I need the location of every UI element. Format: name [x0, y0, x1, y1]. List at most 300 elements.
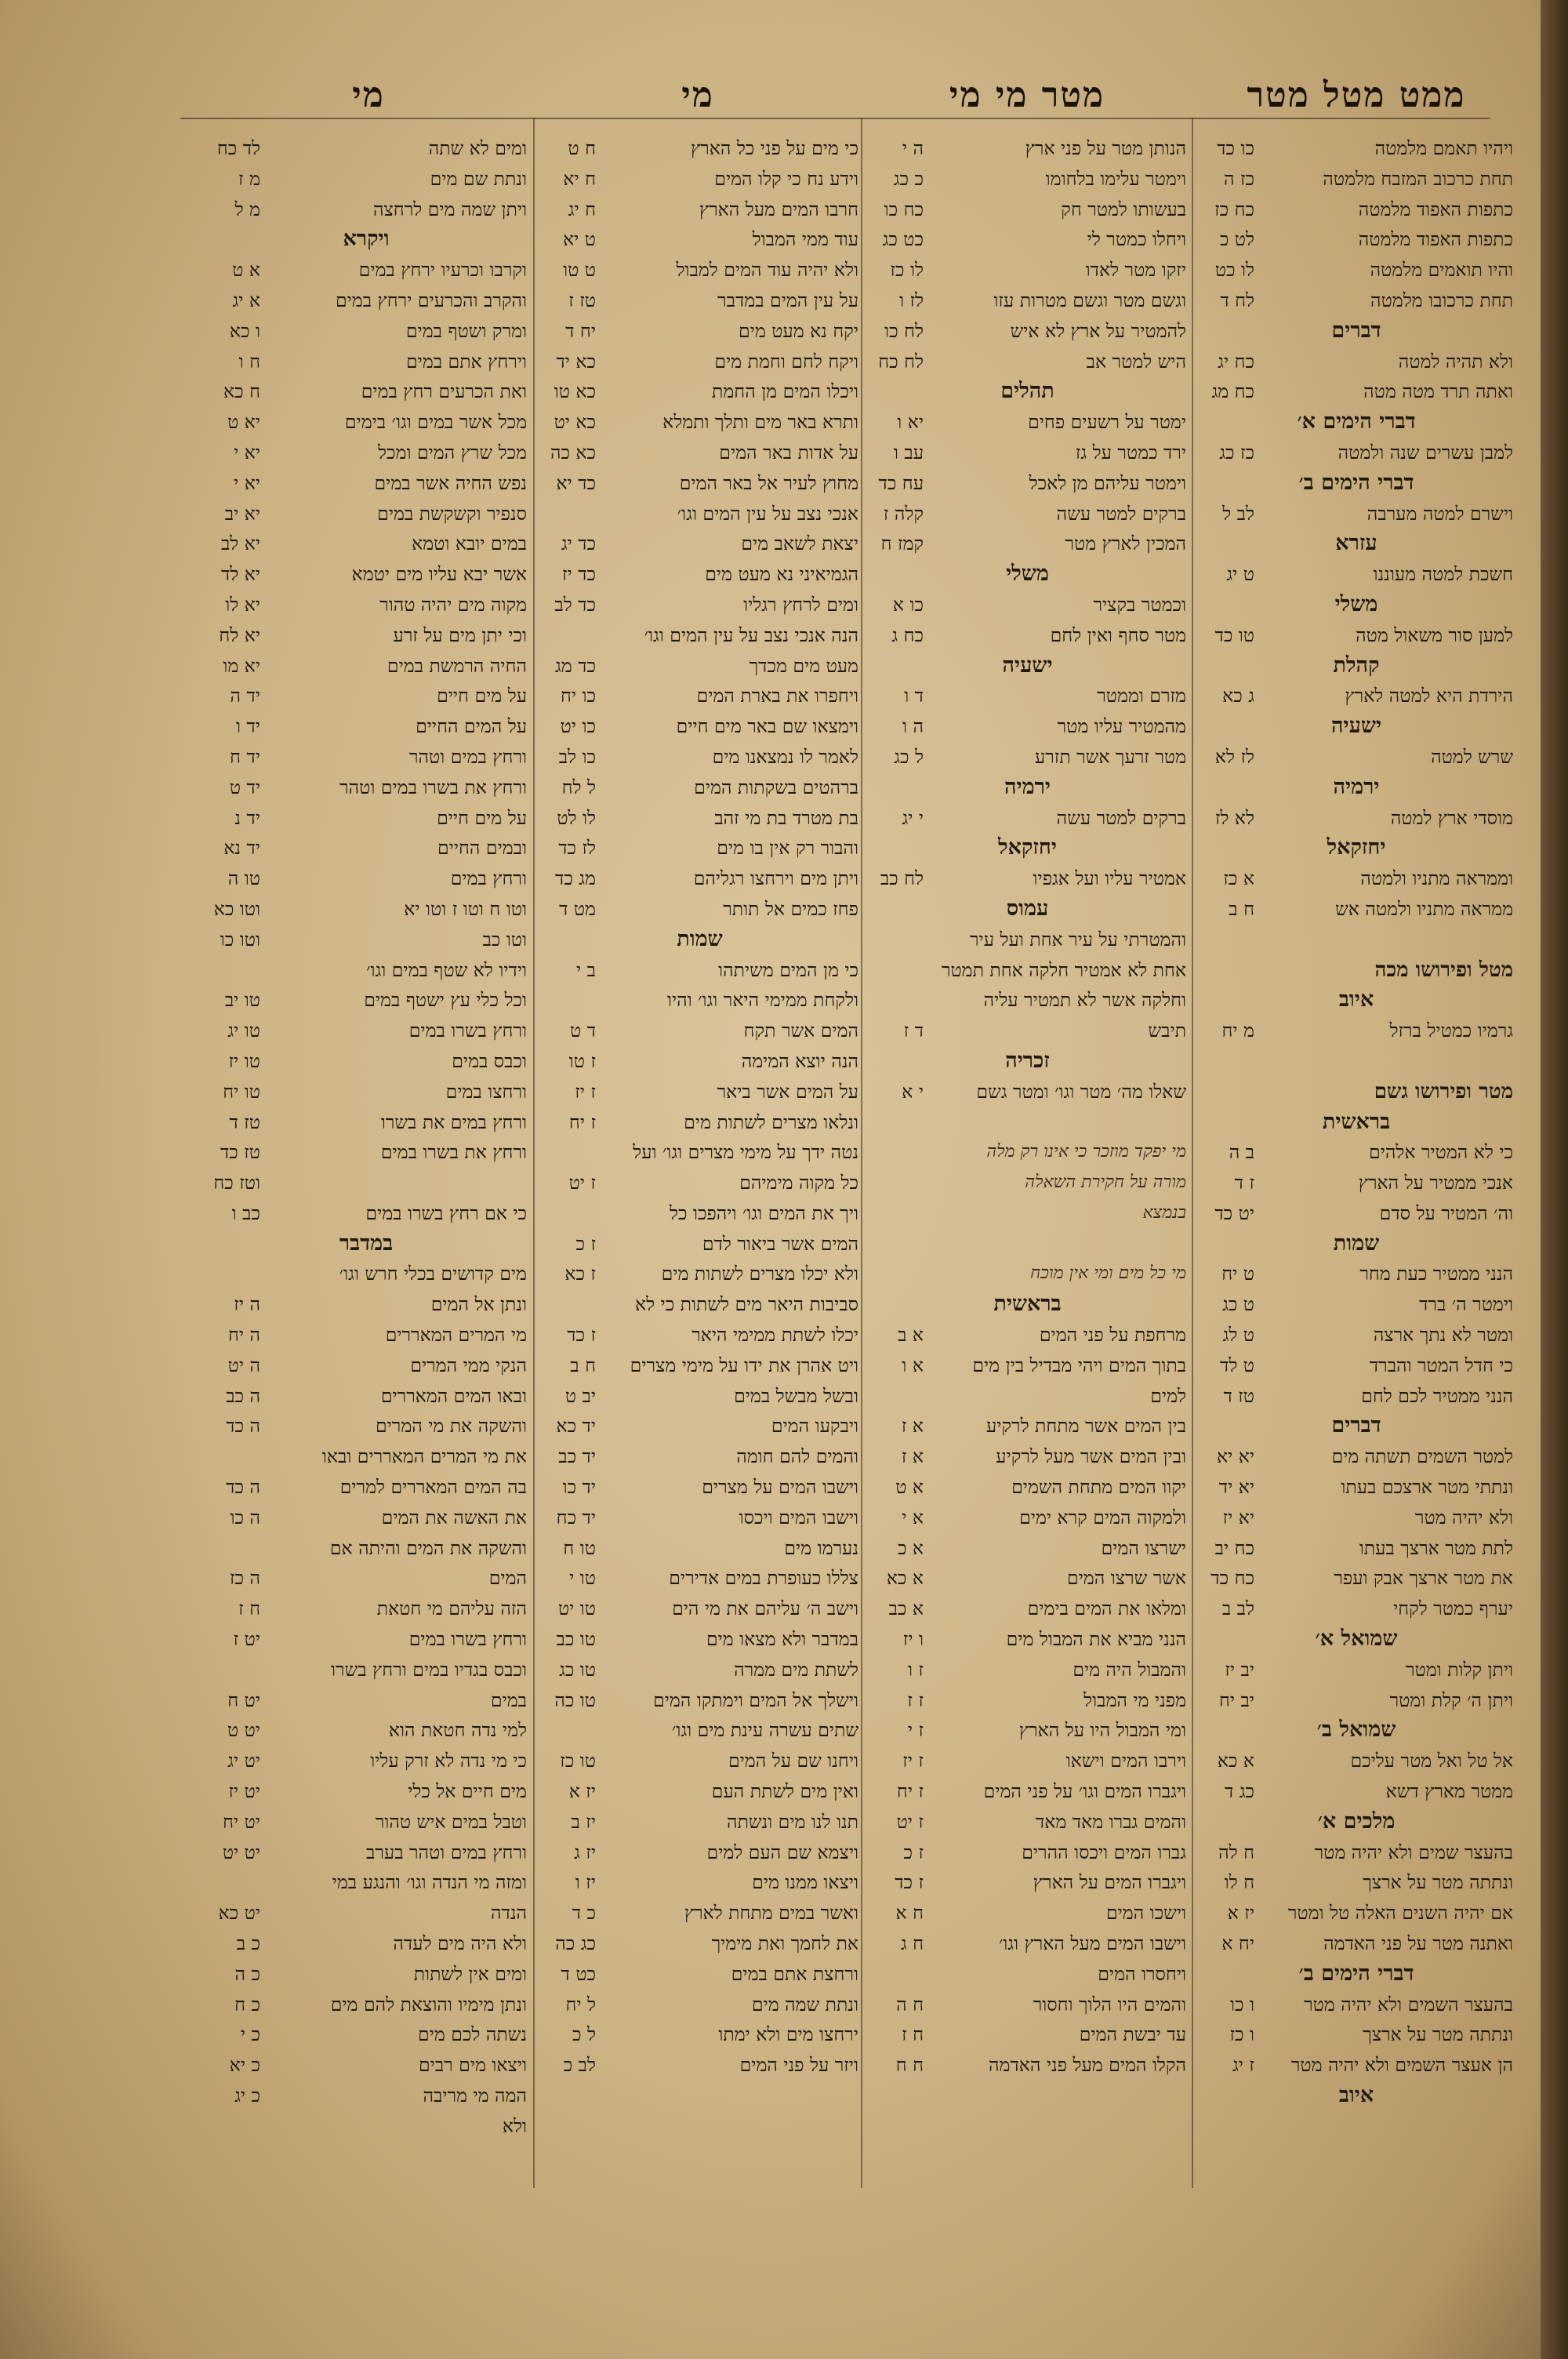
verse-text: וממראה מתניו ולמטה: [1360, 867, 1513, 890]
verse-text: שאלו מה׳ מטר וגו׳ ומטר גשם: [976, 1080, 1186, 1103]
verse-reference: ז יח: [568, 1110, 596, 1133]
verse-text: שמואל א׳: [1315, 1627, 1398, 1652]
verse-text: וירבו המים וישאו: [1065, 1750, 1186, 1772]
verse-text: קהלת: [1333, 652, 1380, 678]
verse-reference: יא י: [234, 471, 260, 494]
verse-reference: יט ז: [233, 1628, 260, 1651]
concordance-line: [541, 681, 858, 711]
verse-reference: ז ד: [1234, 1172, 1254, 1194]
concordance-line: [205, 1928, 527, 1959]
concordance-line: [541, 376, 858, 407]
concordance-line: [869, 529, 1186, 559]
verse-text: את מי המרים המאררים ובאו: [321, 1445, 527, 1468]
concordance-line: [541, 1229, 858, 1259]
verse-reference: לב כ: [563, 2054, 596, 2077]
concordance-line: [1200, 803, 1513, 834]
verse-reference: יא ט: [227, 411, 260, 434]
concordance-line: [205, 1715, 527, 1746]
verse-text: ואשר במים מתחת לארץ: [684, 1902, 858, 1925]
verse-text: וישב ה׳ עליהם את מי הים: [672, 1598, 858, 1620]
verse-reference: יד נ: [234, 806, 260, 829]
concordance-line: [869, 438, 1186, 468]
verse-reference: כ יג: [234, 2085, 260, 2106]
concordance-line: [205, 468, 527, 499]
verse-text: איוב: [1338, 2083, 1374, 2107]
verse-text: מים חיים אל כלי: [408, 1780, 527, 1803]
verse-text: יקוו המים מתחת השמים: [1011, 1476, 1186, 1499]
concordance-line: [1200, 1137, 1513, 1168]
verse-text: וכבס במים: [452, 1049, 527, 1072]
verse-text: גרמיו כמטיל ברזל: [1389, 1020, 1513, 1042]
concordance-line: [541, 1381, 858, 1412]
verse-reference: יט יח: [223, 1810, 260, 1833]
concordance-line: [541, 1016, 858, 1046]
verse-reference: יא יד: [1218, 1476, 1254, 1499]
verse-reference: ט לד: [1220, 1354, 1254, 1376]
concordance-line: [541, 1107, 858, 1138]
concordance-line: [541, 1168, 858, 1198]
concordance-line: [1200, 1594, 1513, 1624]
concordance-line: [205, 1472, 527, 1503]
concordance-line: [541, 1137, 858, 1168]
verse-reference: וטו כו: [220, 928, 260, 951]
verse-text: ממראה מתניו ולמטה אש: [1335, 897, 1513, 920]
book-heading: [869, 376, 1186, 407]
concordance-line: [1200, 1320, 1513, 1350]
concordance-line: [541, 224, 858, 255]
verse-text: מטר ופירושו גשם: [1374, 1079, 1513, 1103]
verse-reference: טו כה: [554, 1688, 596, 1711]
verse-reference: יא לח: [219, 623, 260, 646]
text-column-4: [205, 133, 527, 2188]
concordance-line: [869, 681, 1186, 711]
verse-reference: עב ו: [893, 441, 924, 463]
verse-reference: א כז: [1223, 867, 1254, 890]
verse-text: וישרם למטה מערבה: [1367, 502, 1513, 525]
verse-text: מים קדושים בכלי חרש וגו׳: [339, 1263, 527, 1285]
verse-reference: כח מג: [1211, 380, 1254, 403]
verse-reference: כא יד: [556, 350, 596, 373]
verse-text: והמטרתי על עיר אחת ועל עיר: [970, 928, 1186, 951]
concordance-line: [541, 407, 858, 438]
concordance-line: [205, 590, 527, 620]
verse-reference: יט ח: [227, 1688, 260, 1711]
verse-reference: יד ח: [230, 745, 260, 768]
verse-text: ויצמא שם העם למים: [706, 1841, 858, 1863]
concordance-line: [541, 1320, 858, 1350]
concordance-line: [1200, 2050, 1513, 2081]
book-heading: [1200, 711, 1513, 742]
verse-text: ואתנה מטר על פני האדמה: [1323, 1932, 1513, 1955]
verse-reference: ח ב: [570, 1354, 596, 1376]
verse-reference: מט ד: [559, 897, 596, 920]
concordance-line: [869, 499, 1186, 529]
verse-text: כי חדל המטר והברד: [1369, 1354, 1513, 1376]
verse-text: ויצאו ממנו מים: [752, 1871, 858, 1894]
verse-text: כי מי נדה לא זרק עליו: [370, 1750, 527, 1772]
concordance-line: [205, 1959, 527, 1990]
verse-text: ורחץ במים וטהר בערב: [366, 1841, 527, 1863]
verse-text: אמטיר עליו ועל אגפיו: [1033, 867, 1186, 890]
verse-text: ויצאו מים רבים: [419, 2054, 527, 2077]
concordance-line: [869, 347, 1186, 377]
concordance-line: [205, 955, 527, 986]
concordance-line: [205, 407, 527, 438]
verse-reference: א ט: [895, 1476, 924, 1499]
concordance-line: [205, 529, 527, 559]
verse-reference: י א: [902, 1080, 924, 1103]
verse-text: ירמיה: [1004, 774, 1051, 799]
verse-reference: כב ו: [231, 1201, 260, 1224]
verse-reference: ה כו: [230, 1506, 260, 1528]
concordance-line: [1200, 1563, 1513, 1594]
verse-text: וימטר ה׳ ברד: [1419, 1293, 1513, 1316]
page-edge: [1541, 0, 1568, 2359]
verse-text: ונלאו מצרים לשתות מים: [684, 1110, 858, 1133]
verse-reference: וטו כא: [213, 897, 260, 920]
verse-reference: טו כב: [556, 1628, 596, 1651]
column-rule: [1192, 118, 1193, 2188]
book-heading: [1200, 833, 1513, 863]
verse-reference: ח ח: [895, 2054, 924, 2077]
verse-reference: מ ל: [234, 198, 260, 220]
book-heading: [1200, 1411, 1513, 1441]
concordance-line: [541, 1990, 858, 2020]
concordance-line: [869, 1503, 1186, 1533]
verse-text: דברים: [1331, 318, 1381, 343]
verse-text: וימצאו שם באר מים חיים: [676, 715, 858, 738]
verse-reference: קלה ז: [883, 502, 924, 525]
concordance-line: [1200, 1746, 1513, 1776]
concordance-line: [541, 863, 858, 894]
book-heading: [1200, 651, 1513, 682]
concordance-line: [869, 1016, 1186, 1046]
verse-text: ונתתי מטר ארצכם בעתו: [1341, 1476, 1513, 1499]
verse-reference: כ ב: [236, 1932, 260, 1955]
verse-reference: כד יז: [562, 563, 596, 586]
verse-text: הנני ממטיר כעת מחר: [1359, 1263, 1513, 1285]
verse-text: סנפיר וקשקשת במים: [377, 502, 527, 525]
concordance-line: [869, 620, 1186, 651]
concordance-line: [205, 1411, 527, 1441]
concordance-line: [1200, 1472, 1513, 1503]
concordance-line: [869, 1472, 1186, 1503]
concordance-line: [869, 1715, 1186, 1746]
verse-text: יערף כמטר לקחי: [1393, 1598, 1513, 1620]
verse-reference: לא לז: [1214, 806, 1254, 829]
verse-reference: ד ו: [904, 685, 924, 707]
verse-reference: ז יז: [575, 1080, 596, 1103]
verse-reference: ט יג: [1226, 563, 1254, 586]
verse-reference: כד לב: [554, 593, 596, 616]
verse-text: את האשה את המים: [381, 1506, 527, 1528]
concordance-line: [1200, 1990, 1513, 2020]
verse-reference: יד כו: [562, 1476, 596, 1499]
verse-reference: כ כג: [893, 167, 924, 190]
verse-text: החיה הרמשת במים: [387, 654, 527, 677]
verse-text: כי מן המים משיתהו: [718, 958, 858, 981]
verse-text: וידע נח כי קלו המים: [714, 167, 858, 190]
verse-reference: כ י: [240, 2023, 260, 2046]
verse-text: נערמו מים: [784, 1536, 858, 1559]
concordance-line: [205, 376, 527, 407]
verse-text: מטר זרעך אשר תזרע: [1034, 745, 1186, 768]
concordance-line: [205, 620, 527, 651]
verse-text: וקרבו וכרעיו ירחץ במים: [358, 259, 527, 282]
verse-reference: טז ז: [568, 289, 596, 311]
verse-text: וגשם מטר וגשם מטרות עזו: [993, 289, 1186, 311]
verse-reference: יד כא: [556, 1415, 596, 1438]
verse-text: והיו תואמים מלמטה: [1370, 259, 1513, 282]
verse-text: הנני ממטיר לכם לחם: [1361, 1384, 1513, 1407]
verse-reference: כא יט: [554, 411, 596, 434]
concordance-line: [541, 1046, 858, 1077]
verse-text: ובמים החיים: [437, 837, 527, 860]
verse-text: בנמצא: [1142, 1202, 1186, 1223]
verse-text: ומלאו את המים בימים: [1027, 1598, 1186, 1620]
concordance-line: [205, 194, 527, 225]
concordance-line: [541, 1350, 858, 1381]
book-heading: [1200, 1624, 1513, 1655]
verse-reference: א כ: [897, 1536, 924, 1559]
verse-text: מלכים א׳: [1317, 1808, 1396, 1834]
verse-text: מזרם וממטר: [1097, 685, 1186, 707]
verse-text: והקרב והכרעים ירחץ במים: [335, 289, 527, 311]
verse-reference: טו יח: [223, 1080, 260, 1103]
verse-reference: יא יב: [224, 502, 260, 525]
entry-note: [869, 1168, 1186, 1198]
verse-text: ומים אין לשתות: [413, 1962, 527, 1985]
verse-text: כי לא המטיר אלהים: [1369, 1141, 1513, 1164]
verse-reference: א כא: [886, 1567, 924, 1590]
verse-text: והמים היו הלוך וחסור: [1033, 1993, 1186, 2016]
concordance-line: [1200, 1533, 1513, 1564]
verse-text: דברים: [1331, 1413, 1381, 1438]
verse-text: יכלו לשתת ממימי היאר: [691, 1324, 858, 1347]
verse-reference: יא לד: [220, 563, 260, 586]
verse-reference: כ ד: [572, 1902, 596, 1925]
verse-reference: ז יז: [902, 1750, 924, 1772]
verse-text: על מים חיים: [437, 806, 527, 829]
verse-text: למען סור משאול מטה: [1356, 623, 1513, 646]
concordance-line: [205, 1655, 527, 1685]
book-heading: [205, 1229, 527, 1259]
verse-text: יצאת לשאב מים: [741, 533, 858, 555]
concordance-line: [1200, 1441, 1513, 1472]
verse-text: ורחץ במים: [450, 867, 527, 890]
verse-text: בת מטרד בת מי זהב: [714, 806, 858, 829]
verse-reference: לח כב: [880, 867, 924, 890]
concordance-line: [1200, 1381, 1513, 1412]
concordance-line: [1200, 1776, 1513, 1807]
concordance-line: [1200, 1289, 1513, 1320]
concordance-line: [1200, 255, 1513, 285]
verse-reference: יד ו: [236, 715, 260, 738]
concordance-line: [541, 1289, 858, 1320]
verse-reference: לד כח: [216, 137, 260, 159]
verse-text: ובאו המים המאררים: [380, 1384, 527, 1407]
verse-reference: יט כד: [1214, 1201, 1254, 1224]
verse-text: ויחסרו המים: [1098, 1962, 1186, 1985]
concordance-line: [541, 194, 858, 225]
concordance-line: [541, 1746, 858, 1776]
verse-text: והבור רק אין בו מים: [717, 837, 858, 860]
verse-reference: כו כד: [1217, 137, 1254, 159]
verse-text: איוב: [1338, 987, 1374, 1012]
verse-text: בתוך המים ויהי מבדיל בין מים: [972, 1354, 1186, 1376]
concordance-line: [1200, 499, 1513, 529]
concordance-line: [205, 164, 527, 194]
verse-text: תנו לנו מים ונשתה: [727, 1810, 858, 1833]
concordance-line: [205, 1107, 527, 1138]
verse-text: חרבו המים מעל הארץ: [699, 198, 858, 220]
verse-reference: ח ב: [1229, 897, 1254, 920]
concordance-line: [1200, 620, 1513, 651]
book-heading: [1200, 1107, 1513, 1138]
verse-reference: קמז ח: [880, 533, 924, 555]
verse-reference: כ ח: [234, 1993, 260, 2016]
concordance-line: [869, 1533, 1186, 1564]
concordance-line: [541, 1472, 858, 1503]
concordance-line: [205, 316, 527, 347]
concordance-line: [1200, 1685, 1513, 1716]
concordance-line: [205, 772, 527, 803]
verse-reference: עח כד: [878, 471, 924, 494]
concordance-line: [541, 164, 858, 194]
book-heading: [1200, 1715, 1513, 1746]
verse-text: ירחצו מים ולא ימתו: [718, 2023, 858, 2046]
verse-reference: כח כז: [1214, 198, 1254, 220]
running-head-col2: מטר מי מי: [949, 75, 1105, 115]
verse-text: מוסדי ארץ למטה: [1390, 806, 1513, 829]
verse-reference: ח ו: [238, 350, 260, 373]
verse-reference: א ב: [898, 1324, 924, 1347]
text-column-3: [541, 133, 858, 2188]
verse-text: ורחצו במים: [445, 1080, 527, 1103]
verse-reference: ז כד: [895, 1871, 924, 1894]
verse-text: לשתת מים ממרה: [734, 1658, 858, 1681]
verse-reference: טז ד: [229, 1110, 260, 1133]
book-heading: [869, 833, 1186, 863]
verse-text: תחת כרכוב המזבח מלמטה: [1323, 167, 1513, 190]
concordance-line: [869, 194, 1186, 225]
concordance-line: [205, 1594, 527, 1624]
verse-reference: כג כה: [555, 1932, 596, 1955]
verse-text: ירמיה: [1333, 774, 1380, 799]
verse-reference: מ יח: [1221, 1020, 1254, 1042]
book-heading: [1200, 590, 1513, 620]
concordance-line: [205, 803, 527, 834]
verse-text: יזקו מטר לאדו: [1085, 259, 1186, 282]
verse-text: ברקים למטר עשה: [1056, 806, 1186, 829]
verse-text: בה המים המאררים למרים: [339, 1476, 527, 1499]
concordance-line: [541, 1959, 858, 1990]
concordance-line: [869, 925, 1186, 955]
verse-reference: מ ז: [238, 167, 260, 190]
concordance-line: [869, 1381, 1186, 1412]
verse-text: למי נדה חטאת הוא: [388, 1719, 527, 1742]
verse-text: והשקה את מי המרים: [375, 1415, 527, 1438]
concordance-line: [541, 1533, 858, 1564]
verse-reference: ל יח: [565, 1993, 596, 2016]
verse-text: ויקח לחם וחמת מים: [714, 350, 858, 373]
concordance-line: [205, 2019, 527, 2050]
concordance-line: [869, 1624, 1186, 1655]
verse-reference: א כב: [888, 1598, 924, 1620]
verse-text: במדבר: [339, 1230, 394, 1256]
verse-reference: ב י: [576, 958, 596, 981]
verse-reference: יד כח: [556, 1506, 596, 1528]
verse-text: על המים החיים: [416, 715, 527, 738]
verse-reference: לב ב: [1221, 1598, 1254, 1620]
verse-text: ולא יהיה מטר: [1414, 1506, 1513, 1528]
concordance-line: [541, 1928, 858, 1959]
concordance-line: [205, 1259, 527, 1289]
verse-reference: ל כ: [572, 2023, 596, 2046]
concordance-line: [205, 681, 527, 711]
verse-text: במים: [490, 1688, 527, 1711]
book-heading: [1200, 529, 1513, 559]
verse-text: המכין לארץ מטר: [1065, 533, 1186, 555]
concordance-line: [869, 1350, 1186, 1381]
verse-text: שרש למטה: [1431, 745, 1513, 768]
concordance-line: [205, 711, 527, 742]
verse-reference: יא לו: [225, 593, 260, 616]
concordance-line: [541, 529, 858, 559]
verse-text: וכבס בגדיו במים ורחץ בשרו: [331, 1658, 527, 1681]
verse-text: ויכלו המים מן החמת: [712, 380, 858, 403]
concordance-line: [205, 1441, 527, 1472]
verse-reference: טו י: [569, 1567, 596, 1590]
verse-reference: יא י: [234, 441, 260, 463]
concordance-line: [869, 1776, 1186, 1807]
verse-text: מטר סחף ואין לחם: [1050, 623, 1186, 646]
verse-reference: ז יג: [1232, 2054, 1254, 2077]
book-heading: [1200, 468, 1513, 499]
column-rule: [533, 118, 535, 2188]
verse-reference: כו לב: [558, 745, 596, 768]
verse-text: יקח נא מעט מים: [739, 319, 858, 342]
verse-text: ויהיו תאמם מלמטה: [1374, 137, 1513, 159]
concordance-line: [205, 1898, 527, 1928]
verse-text: ורחצת אתם במים: [731, 1962, 858, 1985]
verse-text: ברהטים בשקתות המים: [694, 776, 858, 798]
verse-reference: ה יט: [227, 1354, 260, 1376]
concordance-line: [205, 742, 527, 772]
verse-reference: ז כד: [567, 1324, 596, 1347]
verse-reference: טו כד: [1214, 623, 1254, 646]
verse-reference: יב יח: [1218, 1688, 1254, 1711]
concordance-line: [205, 1046, 527, 1077]
verse-text: ויך את המים וגו׳ ויהפכו כל: [670, 1201, 858, 1224]
verse-text: ומים לא שתה: [428, 137, 527, 159]
verse-reference: לח כו: [884, 319, 924, 342]
concordance-line: [1200, 1837, 1513, 1868]
verse-reference: לח כח: [878, 350, 924, 373]
verse-text: ויחנו שם על המים: [728, 1750, 858, 1772]
verse-text: תיבש: [1148, 1020, 1186, 1042]
verse-reference: כז ה: [1223, 167, 1254, 190]
verse-text: וכמטר בקציר: [1093, 593, 1186, 616]
verse-text: בראשית: [993, 1292, 1062, 1317]
concordance-line: [205, 499, 527, 529]
verse-text: מכל אשר במים וגו׳ בימים: [344, 411, 527, 434]
book-heading: [205, 224, 527, 255]
verse-reference: כו א: [892, 593, 924, 616]
verse-reference: ח ז: [238, 1598, 260, 1620]
verse-text: בעשותו למטר חק: [1061, 198, 1186, 220]
verse-reference: ה כז: [229, 1567, 260, 1590]
